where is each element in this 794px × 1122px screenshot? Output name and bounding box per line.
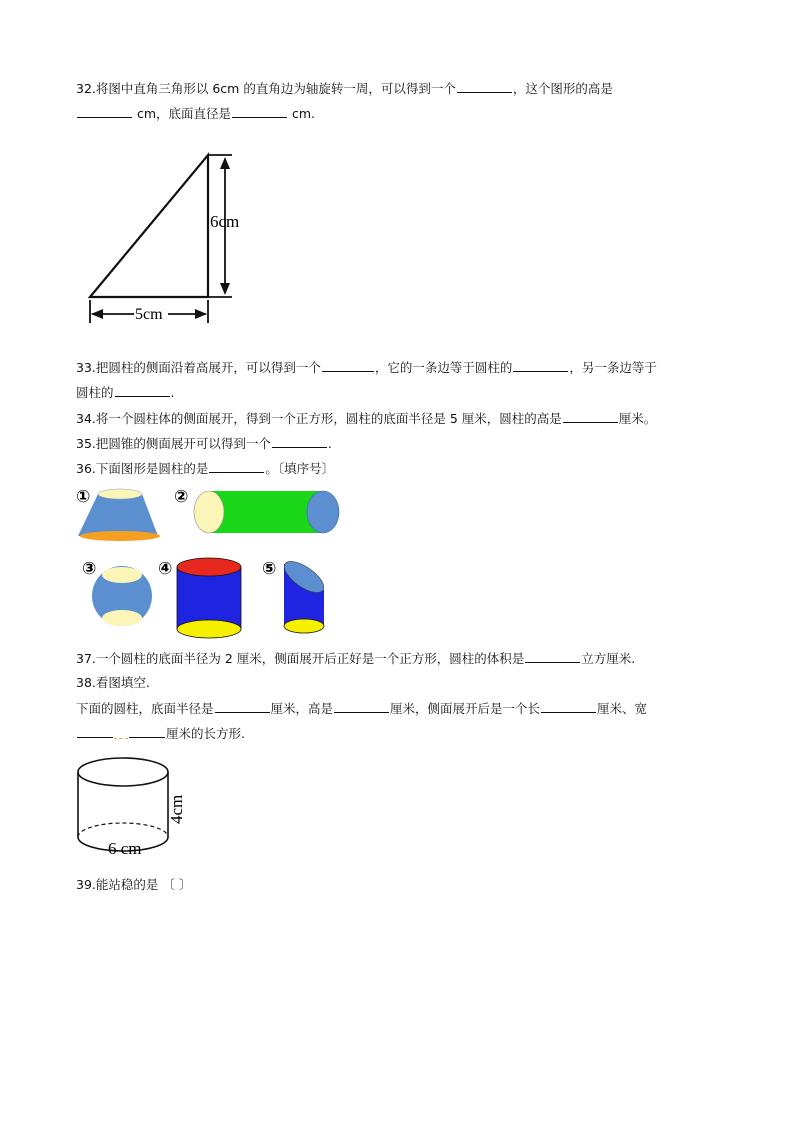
- shape-5-label: ⑤: [262, 559, 277, 579]
- q33-blank-side2[interactable]: [115, 383, 170, 397]
- q32-line1: [76, 79, 613, 98]
- q33-text-e: .: [170, 385, 175, 400]
- q36-text-b: 。〔填序号〕: [265, 461, 335, 476]
- height-label: 6cm: [210, 212, 240, 231]
- q38-text-a: 下面的圆柱，底面半径是: [76, 701, 214, 716]
- q38-blank-width-a[interactable]: [77, 724, 113, 738]
- q32-blank-shape[interactable]: [457, 79, 512, 93]
- q38-text-e: 厘米的长方形.: [166, 726, 245, 741]
- q37-line: [76, 649, 635, 668]
- q36-line: [76, 459, 334, 478]
- cylinder-top: [78, 758, 168, 786]
- q38-blank-radius[interactable]: [215, 699, 270, 713]
- q34-blank-height[interactable]: [563, 409, 618, 423]
- q32-line2: [76, 104, 315, 123]
- q33-blank-side1[interactable]: [513, 358, 568, 372]
- shape-2-label: ②: [174, 487, 189, 507]
- q36-text-a: 36.下面图形是圆柱的是: [76, 461, 209, 476]
- q38-blank-width-b[interactable]: [129, 724, 165, 738]
- right-triangle: [90, 155, 208, 297]
- q35-text-a: 35.把圆锥的侧面展开可以得到一个: [76, 436, 271, 451]
- q38-blank-length[interactable]: [541, 699, 596, 713]
- q32-blank-diameter[interactable]: [232, 104, 287, 118]
- shape-3-sphere-cut: [82, 559, 152, 626]
- q32-text-c: cm，底面直径是: [133, 106, 232, 121]
- q32-text-a: 32.将图中直角三角形以 6cm 的直角边为轴旋转一周，可以得到一个: [76, 81, 456, 96]
- base-label: 5cm: [135, 306, 163, 323]
- q37-blank-volume[interactable]: [525, 649, 580, 663]
- q33-text-a: 33.把圆柱的侧面沿着高展开，可以得到一个: [76, 360, 321, 375]
- shape-4-upright-cylinder: [158, 558, 241, 638]
- q38-line2: [76, 724, 245, 743]
- q35-text-b: .: [327, 436, 332, 451]
- q33-blank-shape[interactable]: [322, 358, 374, 372]
- q33-line1: [76, 358, 657, 377]
- q32-blank-height[interactable]: [77, 104, 132, 118]
- q38-text-c: 厘米，侧面展开后是一个长: [390, 701, 541, 716]
- shape-2-lying-cylinder: [174, 487, 339, 533]
- q38-blank-height[interactable]: [334, 699, 389, 713]
- q34-text-b: 厘米。: [618, 411, 657, 426]
- q34-text-a: 34.将一个圆柱体的侧面展开，得到一个正方形，圆柱的底面半径是 5 厘米，圆柱的高是: [76, 411, 562, 426]
- shape-3-label: ③: [82, 559, 97, 579]
- q38-text-b: 厘米，高是: [270, 701, 334, 716]
- shape-4-label: ④: [158, 559, 173, 579]
- q32-text-d: cm.: [288, 106, 316, 121]
- shape-5-cut-cylinder: [262, 556, 329, 633]
- q35-blank-shape[interactable]: [272, 434, 327, 448]
- q32-text-b: ，这个图形的高是: [512, 81, 613, 96]
- shape-1-frustum: [76, 487, 160, 541]
- shape-1-label: ①: [76, 487, 91, 507]
- q38-line1: [76, 699, 647, 718]
- q34-line: [76, 409, 656, 428]
- q35-line: [76, 434, 332, 453]
- q37-text-b: 立方厘米.: [581, 651, 636, 666]
- q38-cylinder-figure: [72, 752, 212, 862]
- q39-line: 39.能站稳的是 〔 〕: [76, 877, 192, 892]
- q38-title: 38.看图填空.: [76, 675, 150, 690]
- q36-shapes-figure: [72, 484, 362, 644]
- q38-text-d: 厘米、宽: [597, 701, 648, 716]
- q33-text-d: 圆柱的: [76, 385, 114, 400]
- base-diameter-label: 6 cm: [108, 839, 142, 858]
- q32-triangle-figure: [80, 145, 270, 330]
- q37-text-a: 37.一个圆柱的底面半径为 2 厘米，侧面展开后正好是一个正方形，圆柱的体积是: [76, 651, 525, 666]
- q33-text-c: ，另一条边等于: [569, 360, 657, 375]
- q38-faint-mark: [114, 730, 128, 739]
- q33-line2: [76, 383, 175, 402]
- q36-blank-answer[interactable]: [209, 459, 264, 473]
- height-label: 4cm: [167, 794, 186, 824]
- q33-text-b: ，它的一条边等于圆柱的: [374, 360, 513, 375]
- cylinder-bottom-back: [78, 823, 168, 837]
